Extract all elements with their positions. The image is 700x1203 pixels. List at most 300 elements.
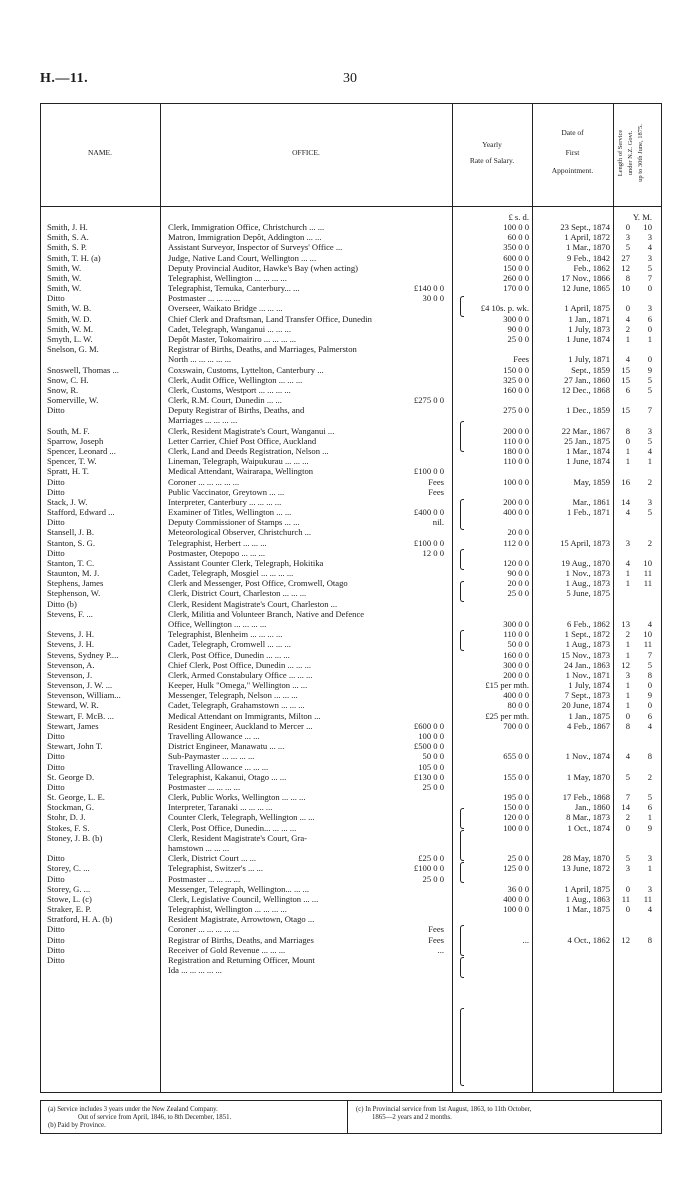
yearly-salary: 200 0 0 bbox=[503, 669, 529, 680]
brace bbox=[460, 499, 464, 530]
brace bbox=[460, 421, 464, 452]
employee-name: Smith, J. H. bbox=[47, 222, 88, 232]
employee-name: Stevenson, A. bbox=[47, 659, 95, 670]
brace bbox=[460, 830, 464, 861]
appointment-date: Jan., 1860 bbox=[574, 802, 610, 813]
table-row bbox=[0, 670, 700, 680]
table-row bbox=[0, 619, 700, 629]
brace bbox=[460, 1008, 464, 1086]
office-title: Telegraphist, Herbert ... ... ... bbox=[168, 537, 267, 548]
office-title: Interpreter, Canterbury ... ... ... ... bbox=[168, 496, 282, 507]
yearly-salary: 25 0 0 bbox=[507, 588, 529, 599]
table-row bbox=[0, 487, 700, 497]
service-months: 7 bbox=[647, 272, 652, 283]
service-years: 6 bbox=[625, 384, 630, 395]
appointment-date: Sept., 1859 bbox=[571, 364, 610, 375]
appointment-date: 1 July, 1873 bbox=[568, 323, 610, 334]
appointment-date: 1 Nov., 1873 bbox=[565, 568, 610, 579]
employee-name: Ditto bbox=[47, 873, 65, 884]
office-title: Clerk, Legislative Council, Wellington ... ... bbox=[168, 893, 319, 904]
service-months: 8 bbox=[647, 669, 652, 680]
office-title: Examiner of Titles, Wellington ... ... bbox=[168, 507, 292, 518]
table-row bbox=[0, 660, 700, 670]
table-row bbox=[0, 477, 700, 487]
service-months: 3 bbox=[647, 252, 652, 263]
appointment-date: 6 Feb., 1862 bbox=[567, 619, 610, 630]
service-months: 0 bbox=[647, 283, 652, 294]
office-title: Clerk, R.M. Court, Dunedin ... ... bbox=[168, 395, 282, 406]
table-row bbox=[0, 242, 700, 252]
table-row bbox=[0, 874, 700, 884]
table-row bbox=[0, 283, 700, 293]
employee-name: Stansell, J. B. bbox=[47, 527, 95, 538]
office-title: Clerk, Resident Magistrate's Court, Charleston ... bbox=[168, 598, 338, 609]
service-months: 11 bbox=[643, 578, 652, 589]
service-months: 1 bbox=[647, 863, 652, 874]
employee-name: Ditto bbox=[47, 761, 65, 772]
component-amount: 12 0 0 bbox=[422, 547, 444, 558]
office-title: Registrar of Births, Deaths, and Marriages, Palmerston bbox=[168, 344, 357, 355]
component-amount: £100 0 0 bbox=[413, 466, 444, 477]
employee-name: Stowe, L. (c) bbox=[47, 893, 92, 904]
office-title: Cadet, Telegraph, Grahamstown ... ... ... bbox=[168, 700, 305, 711]
office-title: Registration and Returning Officer, Mount bbox=[168, 954, 315, 965]
service-years: 27 bbox=[621, 252, 630, 263]
component-amount: 30 0 0 bbox=[422, 293, 444, 304]
table-row bbox=[0, 263, 700, 273]
service-years: 1 bbox=[625, 639, 630, 650]
yearly-salary: ... bbox=[522, 934, 529, 945]
office-title: Resident Engineer, Auckland to Mercer ... bbox=[168, 720, 313, 731]
service-years: 1 bbox=[625, 568, 630, 579]
table-row bbox=[0, 782, 700, 792]
yearly-salary: 170 0 0 bbox=[503, 283, 529, 294]
employee-name: Smith, W. bbox=[47, 272, 82, 283]
service-years: 2 bbox=[625, 323, 630, 334]
office-title: Travelling Allowance ... ... bbox=[168, 731, 260, 741]
table-row bbox=[0, 884, 700, 894]
service-years: 0 bbox=[625, 710, 630, 721]
service-years: 0 bbox=[625, 883, 630, 894]
office-title: Clerk, Audit Office, Wellington ... ... ... bbox=[168, 374, 303, 385]
appointment-date: May, 1859 bbox=[573, 476, 610, 487]
service-years: 4 bbox=[625, 557, 630, 568]
component-amount: nil. bbox=[432, 517, 444, 528]
table-row bbox=[0, 588, 700, 598]
service-years: 1 bbox=[625, 680, 630, 691]
service-years: 1 bbox=[625, 700, 630, 711]
table-row bbox=[0, 517, 700, 527]
table-row bbox=[0, 945, 700, 955]
appointment-date: 23 Sept., 1874 bbox=[560, 222, 610, 232]
yearly-salary: 80 0 0 bbox=[507, 700, 529, 711]
employee-name: Stevens, Sydney P.... bbox=[47, 649, 119, 660]
office-title: Clerk and Messenger, Post Office, Cromwell, Otago bbox=[168, 578, 348, 589]
yearly-salary: 400 0 0 bbox=[503, 893, 529, 904]
employee-name: Stephens, James bbox=[47, 578, 104, 589]
table-row bbox=[0, 446, 700, 456]
employee-name: Stokes, F. S. bbox=[47, 822, 90, 833]
employee-name: Stanton, S. G. bbox=[47, 537, 95, 548]
service-months: 5 bbox=[647, 507, 652, 518]
employee-name: South, M. F. bbox=[47, 425, 90, 436]
component-amount: ... bbox=[437, 944, 444, 955]
office-title: Chief Clerk and Draftsman, Land Transfer Office, Dunedin bbox=[168, 313, 372, 324]
office-title: Clerk, Resident Magistrate's Court, Wanganui ... bbox=[168, 425, 335, 436]
office-title: Counter Clerk, Telegraph, Wellington ... ... bbox=[168, 812, 315, 823]
table-row bbox=[0, 751, 700, 761]
yearly-salary: 20 0 0 bbox=[507, 527, 529, 538]
office-title: Depôt Master, Tokomairiro ... ... ... ... bbox=[168, 333, 297, 344]
office-title: Telegraphist, Kakanui, Otago ... ... bbox=[168, 771, 287, 782]
service-months: 0 bbox=[647, 700, 652, 711]
yearly-salary: 200 0 0 bbox=[503, 496, 529, 507]
brace bbox=[460, 925, 464, 956]
service-months: 11 bbox=[643, 893, 652, 904]
appointment-date: 9 Feb., 1842 bbox=[567, 252, 610, 263]
document-reference: H.—11. bbox=[40, 71, 89, 86]
service-months: 3 bbox=[647, 425, 652, 436]
office-title: Coroner ... ... ... ... ... bbox=[168, 924, 240, 935]
office-title: Telegraphist, Temuka, Canterbury... ... bbox=[168, 283, 300, 294]
appointment-date: 15 Nov., 1873 bbox=[561, 649, 610, 660]
appointment-date: 1 Aug., 1873 bbox=[565, 639, 610, 650]
employee-name: Spencer, Leonard ... bbox=[47, 445, 116, 456]
appointment-date: 1 Jan., 1871 bbox=[568, 313, 610, 324]
appointment-date: 1 Aug., 1863 bbox=[565, 893, 610, 904]
table-row bbox=[0, 375, 700, 385]
service-months: 5 bbox=[647, 262, 652, 273]
employee-name: Ditto bbox=[47, 476, 65, 487]
appointment-date: 1 Jan., 1875 bbox=[568, 710, 610, 721]
employee-name: Stoney, J. B. (b) bbox=[47, 832, 103, 843]
appointment-date: 1 Mar., 1870 bbox=[566, 242, 610, 253]
yearly-salary: 110 0 0 bbox=[503, 435, 529, 446]
component-amount: Fees bbox=[428, 934, 444, 945]
appointment-date: 1 Aug., 1873 bbox=[565, 578, 610, 589]
brace bbox=[460, 862, 464, 883]
office-title: Clerk, Customs, Westport ... ... ... ... bbox=[168, 384, 291, 395]
table-row bbox=[0, 507, 700, 517]
office-title: Postmaster ... ... ... ... bbox=[168, 873, 241, 884]
office-title: Messenger, Telegraph, Nelson ... ... ... bbox=[168, 690, 298, 701]
table-row bbox=[0, 334, 700, 344]
employee-name: Stewart, John T. bbox=[47, 741, 103, 752]
table-row bbox=[0, 690, 700, 700]
column-header-office: OFFICE. bbox=[292, 148, 320, 157]
office-title: Medical Attendant on Immigrants, Milton ... bbox=[168, 710, 321, 721]
component-amount: £25 0 0 bbox=[418, 853, 444, 864]
service-years: 0 bbox=[625, 904, 630, 915]
office-title: Telegraphist, Wellington ... ... ... ... bbox=[168, 272, 287, 283]
office-title: Postmaster ... ... ... ... bbox=[168, 781, 241, 792]
table-row bbox=[0, 354, 700, 364]
appointment-date: Feb., 1862 bbox=[573, 262, 610, 273]
table-row bbox=[0, 955, 700, 965]
service-years: 15 bbox=[621, 374, 630, 385]
service-months: 5 bbox=[647, 792, 652, 803]
service-months: 4 bbox=[647, 904, 652, 915]
service-months: 5 bbox=[647, 384, 652, 395]
office-title: Meteorological Observer, Christchurch ... bbox=[168, 527, 312, 538]
appointment-date: 1 Nov., 1874 bbox=[565, 751, 610, 762]
component-amount: £130 0 0 bbox=[413, 771, 444, 782]
appointment-date: 15 April, 1873 bbox=[560, 537, 610, 548]
yearly-salary: 325 0 0 bbox=[503, 374, 529, 385]
table-row bbox=[0, 741, 700, 751]
office-title: Sub-Paymaster ... ... ... ... bbox=[168, 751, 255, 762]
employee-name: Storey, C. ... bbox=[47, 863, 90, 874]
service-months: 3 bbox=[647, 853, 652, 864]
office-title: Coxswain, Customs, Lyttelton, Canterbury ... bbox=[168, 364, 324, 375]
employee-name: Smith, W. bbox=[47, 283, 82, 294]
employee-name: Stohr, D. J. bbox=[47, 812, 86, 823]
employee-name: Ditto bbox=[47, 853, 65, 864]
service-years: 0 bbox=[625, 822, 630, 833]
service-months: 5 bbox=[647, 659, 652, 670]
employee-name: Ditto bbox=[47, 486, 65, 497]
table-row bbox=[0, 792, 700, 802]
appointment-date: 25 Jan., 1875 bbox=[564, 435, 610, 446]
component-amount: 50 0 0 bbox=[422, 751, 444, 762]
employee-name: Ditto bbox=[47, 924, 65, 935]
service-months: 2 bbox=[647, 476, 652, 487]
service-months: 0 bbox=[647, 354, 652, 365]
appointment-date: 27 Jan., 1860 bbox=[564, 374, 610, 385]
brace bbox=[460, 549, 464, 570]
yearly-salary: 25 0 0 bbox=[507, 333, 529, 344]
table-row bbox=[0, 609, 700, 619]
employee-name: Snoswell, Thomas ... bbox=[47, 364, 119, 375]
component-amount: £500 0 0 bbox=[413, 741, 444, 752]
yearly-salary: 112 0 0 bbox=[503, 537, 529, 548]
table-row bbox=[0, 385, 700, 395]
appointment-date: 7 Sept., 1873 bbox=[564, 690, 610, 701]
employee-name: Stewart, James bbox=[47, 720, 99, 731]
employee-name: Smith, T. H. (a) bbox=[47, 252, 101, 263]
table-row bbox=[0, 548, 700, 558]
office-title: Chief Clerk, Post Office, Dunedin ... ... ... bbox=[168, 659, 312, 670]
component-amount: £400 0 0 bbox=[413, 507, 444, 518]
appointment-date: 1 May, 1870 bbox=[566, 771, 610, 782]
employee-name: Stevens, J. H. bbox=[47, 629, 95, 640]
table-row bbox=[0, 527, 700, 537]
table-row bbox=[0, 823, 700, 833]
table-row bbox=[0, 833, 700, 843]
office-title: Interpreter, Taranaki ... ... ... ... bbox=[168, 802, 273, 813]
service-years: 4 bbox=[625, 354, 630, 365]
service-years: 4 bbox=[625, 313, 630, 324]
table-row bbox=[0, 538, 700, 548]
table-row bbox=[0, 436, 700, 446]
footnote-c-line-2: 1865—2 years and 2 months. bbox=[372, 1114, 452, 1121]
service-months: 9 bbox=[647, 690, 652, 701]
component-amount: £100 0 0 bbox=[413, 863, 444, 874]
employee-name: Stack, J. W. bbox=[47, 496, 88, 507]
service-years: 3 bbox=[625, 232, 630, 243]
appointment-date: 1 July, 1871 bbox=[568, 354, 610, 365]
employee-name: Snelson, G. M. bbox=[47, 344, 99, 355]
appointment-date: 1 June, 1874 bbox=[566, 333, 610, 344]
yearly-salary: 100 0 0 bbox=[503, 222, 529, 232]
table-row bbox=[0, 344, 700, 354]
table-row bbox=[0, 711, 700, 721]
service-months: 6 bbox=[647, 313, 652, 324]
appointment-date: 1 April, 1872 bbox=[564, 232, 610, 243]
appointment-date: 1 Feb., 1871 bbox=[567, 507, 610, 518]
service-years: 8 bbox=[625, 425, 630, 436]
component-amount: £275 0 0 bbox=[413, 395, 444, 406]
service-years: 1 bbox=[625, 456, 630, 467]
service-years: 12 bbox=[621, 262, 630, 273]
units-row bbox=[0, 212, 700, 222]
employee-name: Storey, G. ... bbox=[47, 883, 91, 894]
office-title: Postmaster ... ... ... ... bbox=[168, 293, 241, 304]
table-row bbox=[0, 426, 700, 436]
office-title: Letter Carrier, Chief Post Office, Auckland bbox=[168, 435, 317, 446]
units-years: Y. M. bbox=[632, 212, 652, 222]
appointment-date: 4 Oct., 1862 bbox=[567, 934, 610, 945]
service-years: 12 bbox=[621, 659, 630, 670]
office-title: Assistant Counter Clerk, Telegraph, Hokitika bbox=[168, 557, 324, 568]
table-row bbox=[0, 639, 700, 649]
yearly-salary: 110 0 0 bbox=[503, 456, 529, 467]
table-row bbox=[0, 772, 700, 782]
service-months: 11 bbox=[643, 639, 652, 650]
employee-name: Stevenson, J. bbox=[47, 669, 93, 680]
yearly-salary: 60 0 0 bbox=[507, 232, 529, 243]
office-title: Coroner ... ... ... ... ... bbox=[168, 476, 240, 487]
office-title: Clerk, Land and Deeds Registration, Nelson ... bbox=[168, 445, 329, 456]
brace bbox=[460, 630, 464, 651]
table-row bbox=[0, 324, 700, 334]
employee-name: Straker, E. P. bbox=[47, 904, 92, 915]
table-row bbox=[0, 721, 700, 731]
table-row bbox=[0, 456, 700, 466]
table-row bbox=[0, 650, 700, 660]
appointment-date: 5 June, 1875 bbox=[566, 588, 610, 599]
yearly-salary: 100 0 0 bbox=[503, 904, 529, 915]
employee-name: Smith, W. B. bbox=[47, 303, 92, 314]
service-months: 7 bbox=[647, 405, 652, 416]
yearly-salary: 600 0 0 bbox=[503, 252, 529, 263]
service-years: 4 bbox=[625, 507, 630, 518]
appointment-date: 12 June, 1865 bbox=[562, 283, 610, 294]
table-row bbox=[0, 466, 700, 476]
column-header-service-2: under N.Z. Govt. bbox=[627, 130, 634, 176]
office-title: Deputy Commissioner of Stamps ... ... bbox=[168, 517, 300, 528]
office-title: Clerk, Post Office, Dunedin ... ... ... bbox=[168, 649, 290, 660]
office-title: Telegraphist, Blenheim ... ... ... ... bbox=[168, 629, 283, 640]
employee-name: Smith, S. P. bbox=[47, 242, 87, 253]
office-title: District Engineer, Manawatu ... ... bbox=[168, 741, 285, 752]
table-row bbox=[0, 731, 700, 741]
employee-name: Stevens, F. ... bbox=[47, 608, 93, 619]
office-title: Cadet, Telegraph, Wanganui ... ... ... bbox=[168, 323, 291, 334]
appointment-date: 4 Feb., 1867 bbox=[567, 720, 610, 731]
yearly-salary: 150 0 0 bbox=[503, 364, 529, 375]
table-row bbox=[0, 914, 700, 924]
office-title: North ... ... ... ... ... bbox=[168, 354, 232, 365]
header-rule bbox=[40, 206, 662, 207]
service-months: 11 bbox=[643, 568, 652, 579]
brace bbox=[460, 808, 464, 829]
yearly-salary: 350 0 0 bbox=[503, 242, 529, 253]
service-years: 8 bbox=[625, 272, 630, 283]
component-amount: £600 0 0 bbox=[413, 720, 444, 731]
office-title: Assistant Surveyor, Inspector of Surveys' Office ... bbox=[168, 242, 343, 253]
office-title: Ida ... ... ... ... ... bbox=[168, 965, 222, 976]
yearly-salary: 655 0 0 bbox=[503, 751, 529, 762]
table-row bbox=[0, 700, 700, 710]
yearly-salary: 700 0 0 bbox=[503, 720, 529, 731]
table-row bbox=[0, 894, 700, 904]
office-title: Clerk, Post Office, Dunedin... ... ... ... bbox=[168, 822, 297, 833]
employee-name: Ditto bbox=[47, 954, 65, 965]
table-row bbox=[0, 497, 700, 507]
yearly-salary: 260 0 0 bbox=[503, 272, 529, 283]
service-months: 9 bbox=[647, 364, 652, 375]
office-title: Clerk, Public Works, Wellington ... ... ... bbox=[168, 792, 306, 803]
component-amount: Fees bbox=[428, 476, 444, 487]
brace bbox=[460, 957, 464, 978]
page-number: 30 bbox=[343, 71, 357, 86]
employee-name: Sparrow, Joseph bbox=[47, 435, 104, 446]
table-row bbox=[0, 843, 700, 853]
table-row bbox=[0, 558, 700, 568]
appointment-date: 1 Mar., 1874 bbox=[566, 445, 610, 456]
table-row bbox=[0, 812, 700, 822]
office-title: Overseer, Waikato Bridge ... ... ... bbox=[168, 303, 283, 314]
table-row bbox=[0, 395, 700, 405]
service-years: 3 bbox=[625, 669, 630, 680]
column-header-date-2: First bbox=[565, 148, 580, 157]
employee-name: Smith, W. bbox=[47, 262, 82, 273]
employee-name: Spencer, T. W. bbox=[47, 456, 97, 467]
service-years: 11 bbox=[621, 893, 630, 904]
table-row bbox=[0, 802, 700, 812]
employee-name: Spratt, H. T. bbox=[47, 466, 89, 477]
yearly-salary: 300 0 0 bbox=[503, 659, 529, 670]
service-years: 5 bbox=[625, 853, 630, 864]
office-title: Clerk, Resident Magistrate's Court, Gra- bbox=[168, 832, 308, 843]
table-row bbox=[0, 293, 700, 303]
appointment-date: 17 Feb., 1868 bbox=[562, 792, 610, 803]
service-years: 1 bbox=[625, 445, 630, 456]
office-title: Clerk, District Court ... ... bbox=[168, 853, 257, 864]
employee-name: Smith, W. D. bbox=[47, 313, 92, 324]
yearly-salary: 36 0 0 bbox=[507, 883, 529, 894]
service-months: 2 bbox=[647, 537, 652, 548]
appointment-date: 1 Oct., 1874 bbox=[567, 822, 610, 833]
yearly-salary: 100 0 0 bbox=[503, 822, 529, 833]
employee-name: Ditto bbox=[47, 547, 65, 558]
office-title: Clerk, Immigration Office, Christchurch ... ... bbox=[168, 222, 325, 232]
column-header-date-1: Date of bbox=[561, 128, 584, 137]
appointment-date: 1 Nov., 1871 bbox=[565, 669, 610, 680]
yearly-salary: Fees bbox=[513, 354, 529, 365]
service-years: 1 bbox=[625, 649, 630, 660]
employee-name: Ditto bbox=[47, 781, 65, 792]
yearly-salary: 155 0 0 bbox=[503, 771, 529, 782]
appointment-date: 13 June, 1872 bbox=[562, 863, 610, 874]
yearly-salary: 120 0 0 bbox=[503, 812, 529, 823]
service-months: 3 bbox=[647, 496, 652, 507]
appointment-date: 1 Sept., 1872 bbox=[564, 629, 610, 640]
footnote-divider bbox=[347, 1100, 348, 1134]
appointment-date: 1 April, 1875 bbox=[564, 303, 610, 314]
service-months: 1 bbox=[647, 812, 652, 823]
